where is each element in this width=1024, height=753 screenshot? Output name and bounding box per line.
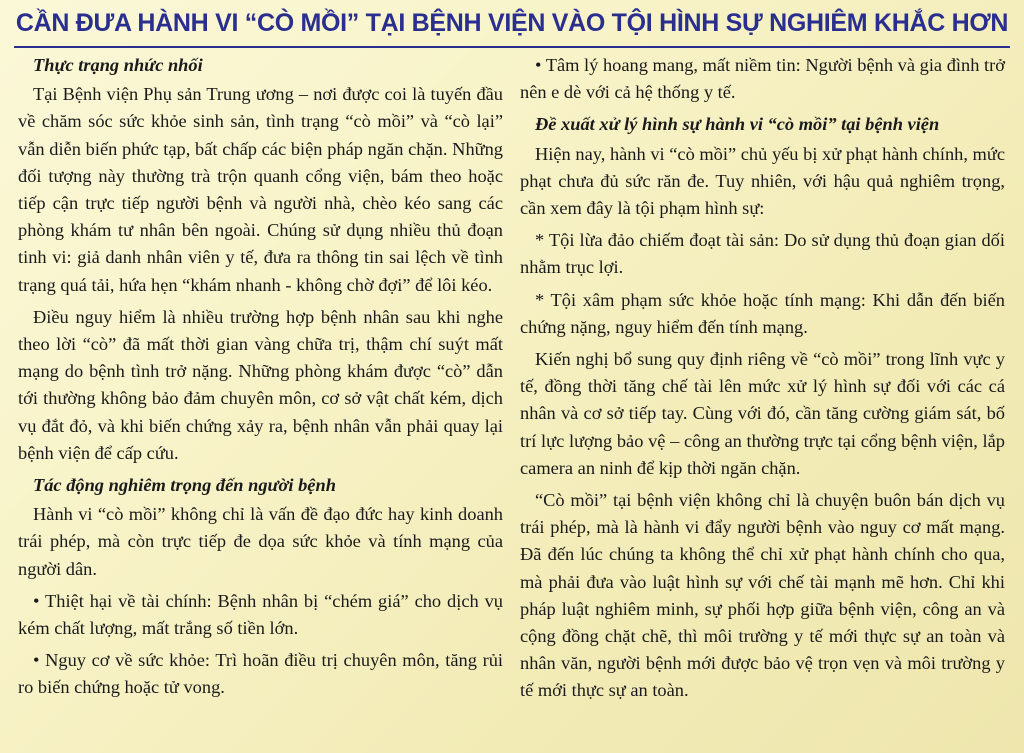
bullet-paragraph: • Tâm lý hoang mang, mất niềm tin: Người bệnh và gia đình trở nên e dè với cả hệ thống y tế. [520, 55, 1005, 103]
bullet-paragraph: • Nguy cơ về sức khỏe: Trì hoãn điều trị chuyên môn, tăng rủi ro biến chứng hoặc tử vong. [18, 650, 503, 698]
paragraph: “Cò mồi” tại bệnh viện không chỉ là chuyện buôn bán dịch vụ trái phép, mà là hành vi đẩy người bệnh vào nguy cơ mất mạng. Đã đến lúc chúng ta không thể chỉ xử phạt hành chính cho qua, mà phải đưa vào luật hình sự với chế tài mạnh mẽ hơn. Chỉ khi pháp luật nghiêm minh, sự phối hợp giữa bệnh viện, công an và cộng đồng chặt chẽ, thì môi trường y tế mới thực sự an toàn và nhân văn, người bệnh mới được bảo vệ trọn vẹn và môi trường y tế mới thực sự an toàn. [520, 490, 1005, 701]
paragraph: Tại Bệnh viện Phụ sản Trung ương – nơi được coi là tuyến đầu về chăm sóc sức khỏe sinh sản, tình trạng “cò mồi” và “cò lại” vẫn diễn biến phức tạp, bất chấp các biện pháp ngăn chặn. Những đối tượng này thường trà trộn quanh cổng viện, bám theo hoặc tiếp cận trực tiếp người bệnh và người nhà, chèo kéo sang các phòng khám tư nhân bên ngoài. Chúng sử dụng nhiều thủ đoạn tinh vi: giả danh nhân viên y tế, đưa ra thông tin sai lệch về tình trạng quá tải, hứa hẹn “khám nhanh - không chờ đợi” để lôi kéo. [18, 84, 503, 295]
paragraph: Hành vi “cò mồi” không chỉ là vấn đề đạo đức hay kinh doanh trái phép, mà còn trực tiếp đe dọa sức khỏe và tính mạng của người dân. [18, 504, 503, 579]
right-column [520, 52, 1005, 710]
headline-rule [14, 46, 1010, 48]
bullet-paragraph: • Thiệt hại về tài chính: Bệnh nhân bị “chém giá” cho dịch vụ kém chất lượng, mất trắng số tiền lớn. [18, 590, 503, 639]
paragraph: Kiến nghị bổ sung quy định riêng về “cò mồi” trong lĩnh vực y tế, đồng thời tăng chế tài lên mức xử lý hình sự đối với các cá nhân và cơ sở tiếp tay. Cùng với đó, cần tăng cường giám sát, bố trí lực lượng bảo vệ – công an thường trực tại cổng bệnh viện, lắp camera an ninh để kịp thời ngăn chặn. [520, 349, 1005, 478]
paragraph: Điều nguy hiểm là nhiều trường hợp bệnh nhân sau khi nghe theo lời “cò” đã mất thời gian vàng chữa trị, thậm chí suýt mất mạng do bệnh tình trở nặng. Những phòng khám được “cò” dẫn tới thường không bảo đảm chuyên môn, cơ sở vật chất kém, dịch vụ đắt đỏ, và khi biến chứng xảy ra, bệnh nhân vẫn phải quay lại bệnh viện để cấp cứu. [18, 306, 503, 463]
section-heading-current-situation: Thực trạng nhức nhối [33, 55, 203, 75]
paragraph: Hiện nay, hành vi “cò mồi” chủ yếu bị xử phạt hành chính, mức phạt chưa đủ sức răn đe. Tuy nhiên, với hậu quả nghiêm trọng, cần xem đây là tội phạm hình sự: [520, 143, 1005, 219]
section-heading-impact: Tác động nghiêm trọng đến người bệnh [33, 475, 336, 496]
headline: CẦN ĐƯA HÀNH VI “CÒ MỒI” TẠI BỆNH VIỆN VÀO TỘI HÌNH SỰ NGHIÊM KHẮC HƠN [15, 8, 1009, 37]
section-heading-proposal: Đề xuất xử lý hình sự hành vi “cò mồi” tại bệnh viện [535, 114, 940, 135]
list-paragraph: * Tội lừa đảo chiếm đoạt tài sản: Do sử dụng thủ đoạn gian dối nhằm trục lợi. [520, 230, 1005, 278]
list-paragraph: * Tội xâm phạm sức khỏe hoặc tính mạng: Khi dẫn đến biến chứng nặng, nguy hiểm đến tính mạng. [520, 289, 1005, 337]
left-column [18, 52, 503, 707]
